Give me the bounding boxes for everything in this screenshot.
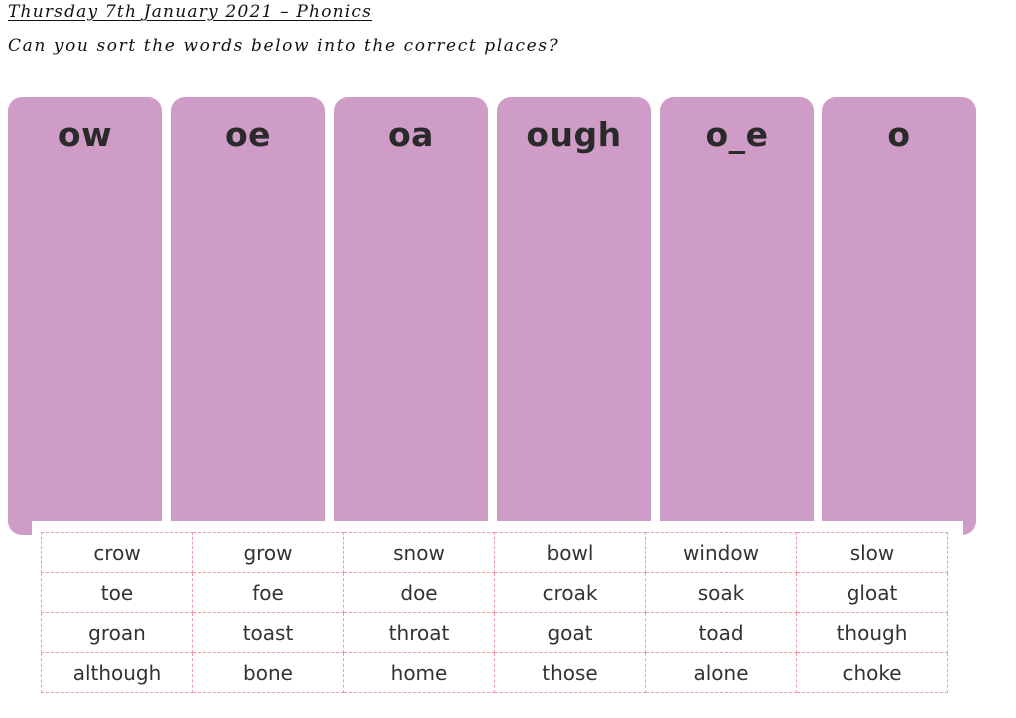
bin-oa[interactable] — [334, 97, 488, 535]
bin-label: o — [887, 115, 911, 154]
word-card[interactable]: goat — [495, 613, 646, 653]
word-card[interactable]: toe — [42, 573, 193, 613]
bin-label: ough — [526, 115, 622, 154]
worksheet-title: Thursday 7th January 2021 – Phonics — [8, 2, 373, 22]
word-card[interactable]: choke — [797, 653, 948, 693]
word-card[interactable]: home — [344, 653, 495, 693]
bin-label: oa — [388, 115, 434, 154]
word-card[interactable]: crow — [42, 533, 193, 573]
word-card[interactable]: bone — [193, 653, 344, 693]
word-row — [42, 653, 948, 693]
bin-label: o_e — [705, 115, 769, 154]
word-card[interactable]: toast — [193, 613, 344, 653]
word-row — [42, 613, 948, 653]
word-row — [42, 533, 948, 573]
word-card[interactable]: foe — [193, 573, 344, 613]
word-card[interactable]: soak — [646, 573, 797, 613]
word-card[interactable]: bowl — [495, 533, 646, 573]
word-card[interactable]: doe — [344, 573, 495, 613]
bin-o[interactable] — [822, 97, 976, 535]
word-card[interactable]: snow — [344, 533, 495, 573]
word-card[interactable]: throat — [344, 613, 495, 653]
bin-ough[interactable] — [497, 97, 651, 535]
word-card[interactable]: groan — [42, 613, 193, 653]
word-card[interactable]: toad — [646, 613, 797, 653]
sorting-bins — [8, 97, 976, 535]
bin-label: oe — [224, 115, 272, 154]
word-cards-grid — [41, 532, 948, 693]
word-card[interactable]: croak — [495, 573, 646, 613]
word-card[interactable]: slow — [797, 533, 948, 573]
word-card[interactable]: although — [42, 653, 193, 693]
bin-label: ow — [57, 115, 113, 154]
word-card[interactable]: grow — [193, 533, 344, 573]
word-row — [42, 573, 948, 613]
word-card[interactable]: those — [495, 653, 646, 693]
bin-ow[interactable] — [8, 97, 162, 535]
word-card[interactable]: window — [646, 533, 797, 573]
bin-o-e[interactable] — [660, 97, 814, 535]
bin-oe[interactable] — [171, 97, 325, 535]
word-card[interactable]: alone — [646, 653, 797, 693]
worksheet-instruction: Can you sort the words below into the correct places? — [8, 36, 560, 56]
word-card[interactable]: gloat — [797, 573, 948, 613]
word-card[interactable]: though — [797, 613, 948, 653]
